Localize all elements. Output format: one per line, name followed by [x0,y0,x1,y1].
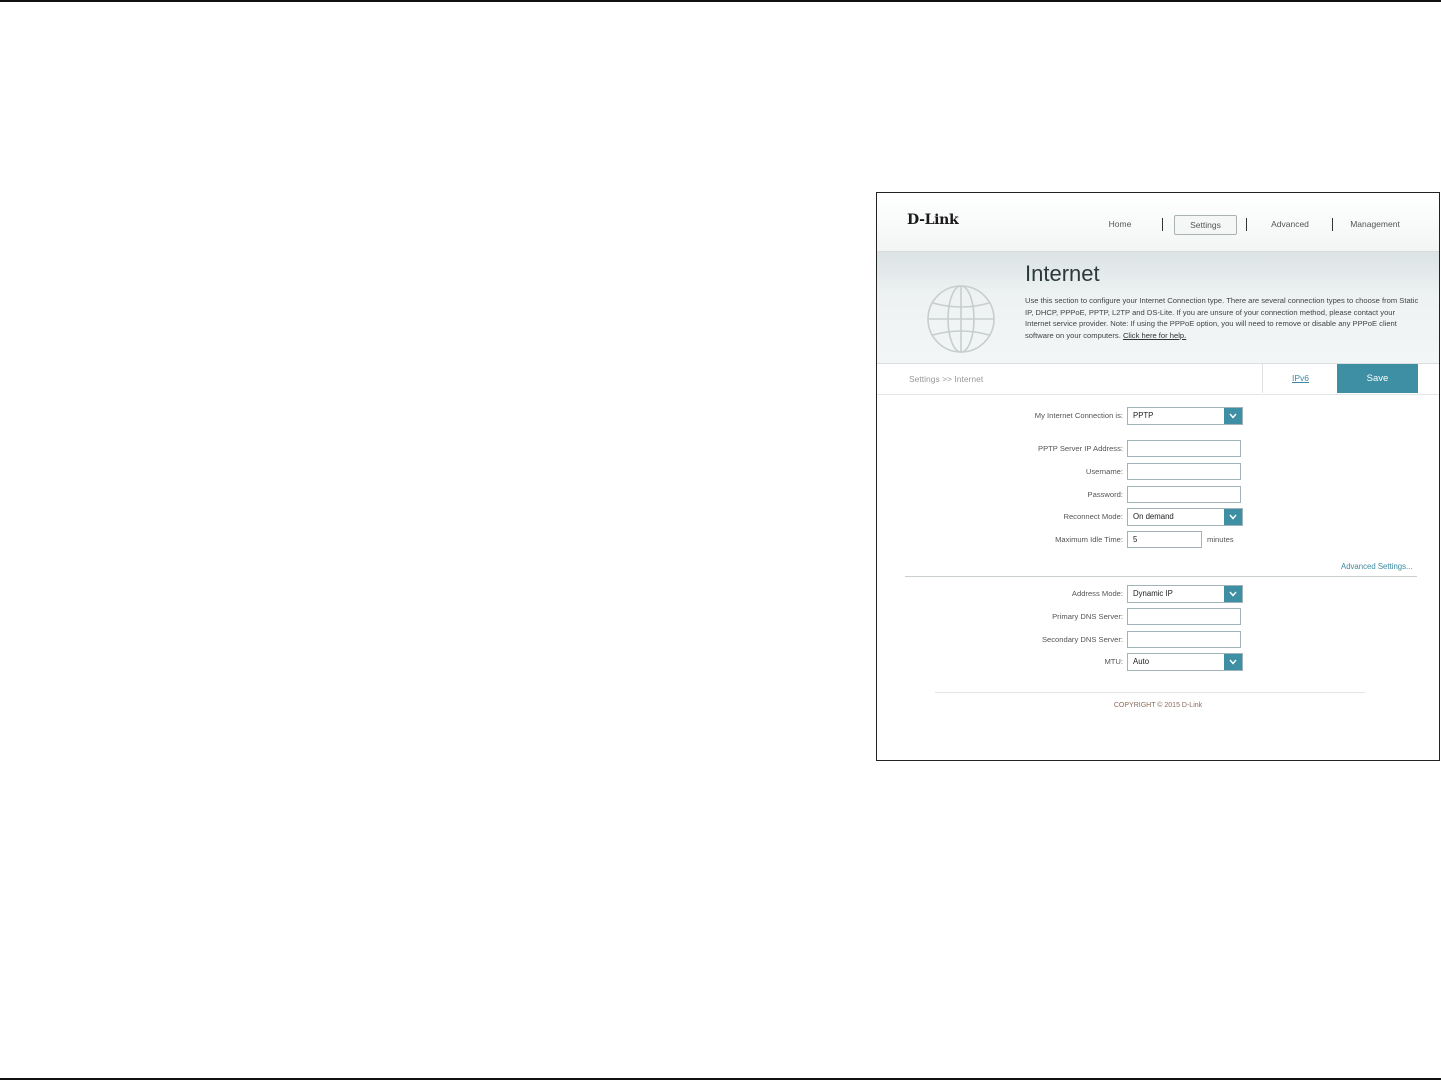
dlink-logo: D-Link [907,212,959,228]
address-mode-label: Address Mode: [1071,589,1123,598]
password-row [877,486,1439,506]
mtu-row [877,653,1439,673]
idle-time-unit: minutes [1207,535,1234,544]
page-description [1025,295,1421,341]
reconnect-mode-select[interactable] [1127,508,1243,526]
address-mode-select[interactable] [1127,585,1243,603]
idle-time-label: Maximum Idle Time: [1055,535,1123,544]
chevron-down-icon [1224,586,1242,602]
server-ip-label: PPTP Server IP Address: [1038,444,1123,453]
select-value: PPTP [1133,411,1154,420]
page-bottom-rule [0,1078,1441,1080]
chevron-down-icon [1224,509,1242,525]
address-mode-row [877,585,1439,605]
nav-settings[interactable]: Settings [1174,215,1237,235]
server-ip-input[interactable] [1127,440,1241,457]
password-label: Password: [1087,490,1123,499]
reconnect-mode-label: Reconnect Mode: [1063,512,1123,521]
username-row [877,463,1439,483]
page-title: Internet [1025,261,1100,286]
page-top-rule [0,0,1441,2]
nav-advanced[interactable]: Advanced [1271,219,1309,229]
globe-icon [925,283,997,355]
idle-time-row [877,531,1439,551]
primary-dns-label: Primary DNS Server: [1052,612,1123,621]
primary-dns-row [877,608,1439,628]
breadcrumb-bar [877,364,1439,395]
section-divider [905,576,1417,577]
secondary-dns-input[interactable] [1127,631,1241,648]
copyright-text: COPYRIGHT © 2015 D-Link [1113,702,1203,709]
mtu-select[interactable] [1127,653,1243,671]
select-value: Dynamic IP [1133,589,1173,598]
secondary-dns-row [877,631,1439,651]
router-settings-screenshot [876,192,1440,761]
nav-separator [1246,218,1247,231]
save-button[interactable]: Save [1337,364,1418,393]
footer-divider [935,692,1365,693]
nav-separator [1332,218,1333,231]
mtu-label: MTU: [1104,657,1123,666]
connection-type-select[interactable] [1127,407,1243,425]
main-nav [877,215,1439,235]
description-text: Use this section to configure your Internet Connection type. There are several connection types to choose from Static IP, DHCP, PPPoE, PPTP, L2TP and DS-Lite. If you are unsure of your connection method, please contact your Internet service provider. Note: If using the PPPoE option, you will need to remove or disable any PPPoE client software on your computers. [1025,296,1419,340]
advanced-settings-link[interactable]: Advanced Settings... [1341,562,1413,571]
secondary-dns-label: Secondary DNS Server: [1041,635,1123,644]
username-input[interactable] [1127,463,1241,480]
chevron-down-icon [1224,408,1242,424]
ipv6-link[interactable]: IPv6 [1262,364,1338,393]
username-label: Username: [1085,467,1123,476]
nav-management[interactable]: Management [1350,219,1400,229]
select-value: On demand [1133,512,1174,521]
idle-time-input[interactable]: 5 [1127,531,1202,548]
connection-type-label: My Internet Connection is: [1034,411,1123,420]
top-header [877,193,1439,252]
primary-dns-input[interactable] [1127,608,1241,625]
nav-home[interactable]: Home [1108,219,1132,229]
chevron-down-icon [1224,654,1242,670]
breadcrumb: Settings >> Internet [909,374,984,384]
reconnect-mode-row [877,508,1439,528]
select-value: Auto [1133,657,1150,666]
internet-hero-banner [877,252,1439,364]
password-input[interactable] [1127,486,1241,503]
connection-type-row [877,407,1439,427]
server-ip-row [877,440,1439,460]
nav-separator [1162,218,1163,231]
help-link[interactable]: Click here for help. [1122,330,1187,340]
